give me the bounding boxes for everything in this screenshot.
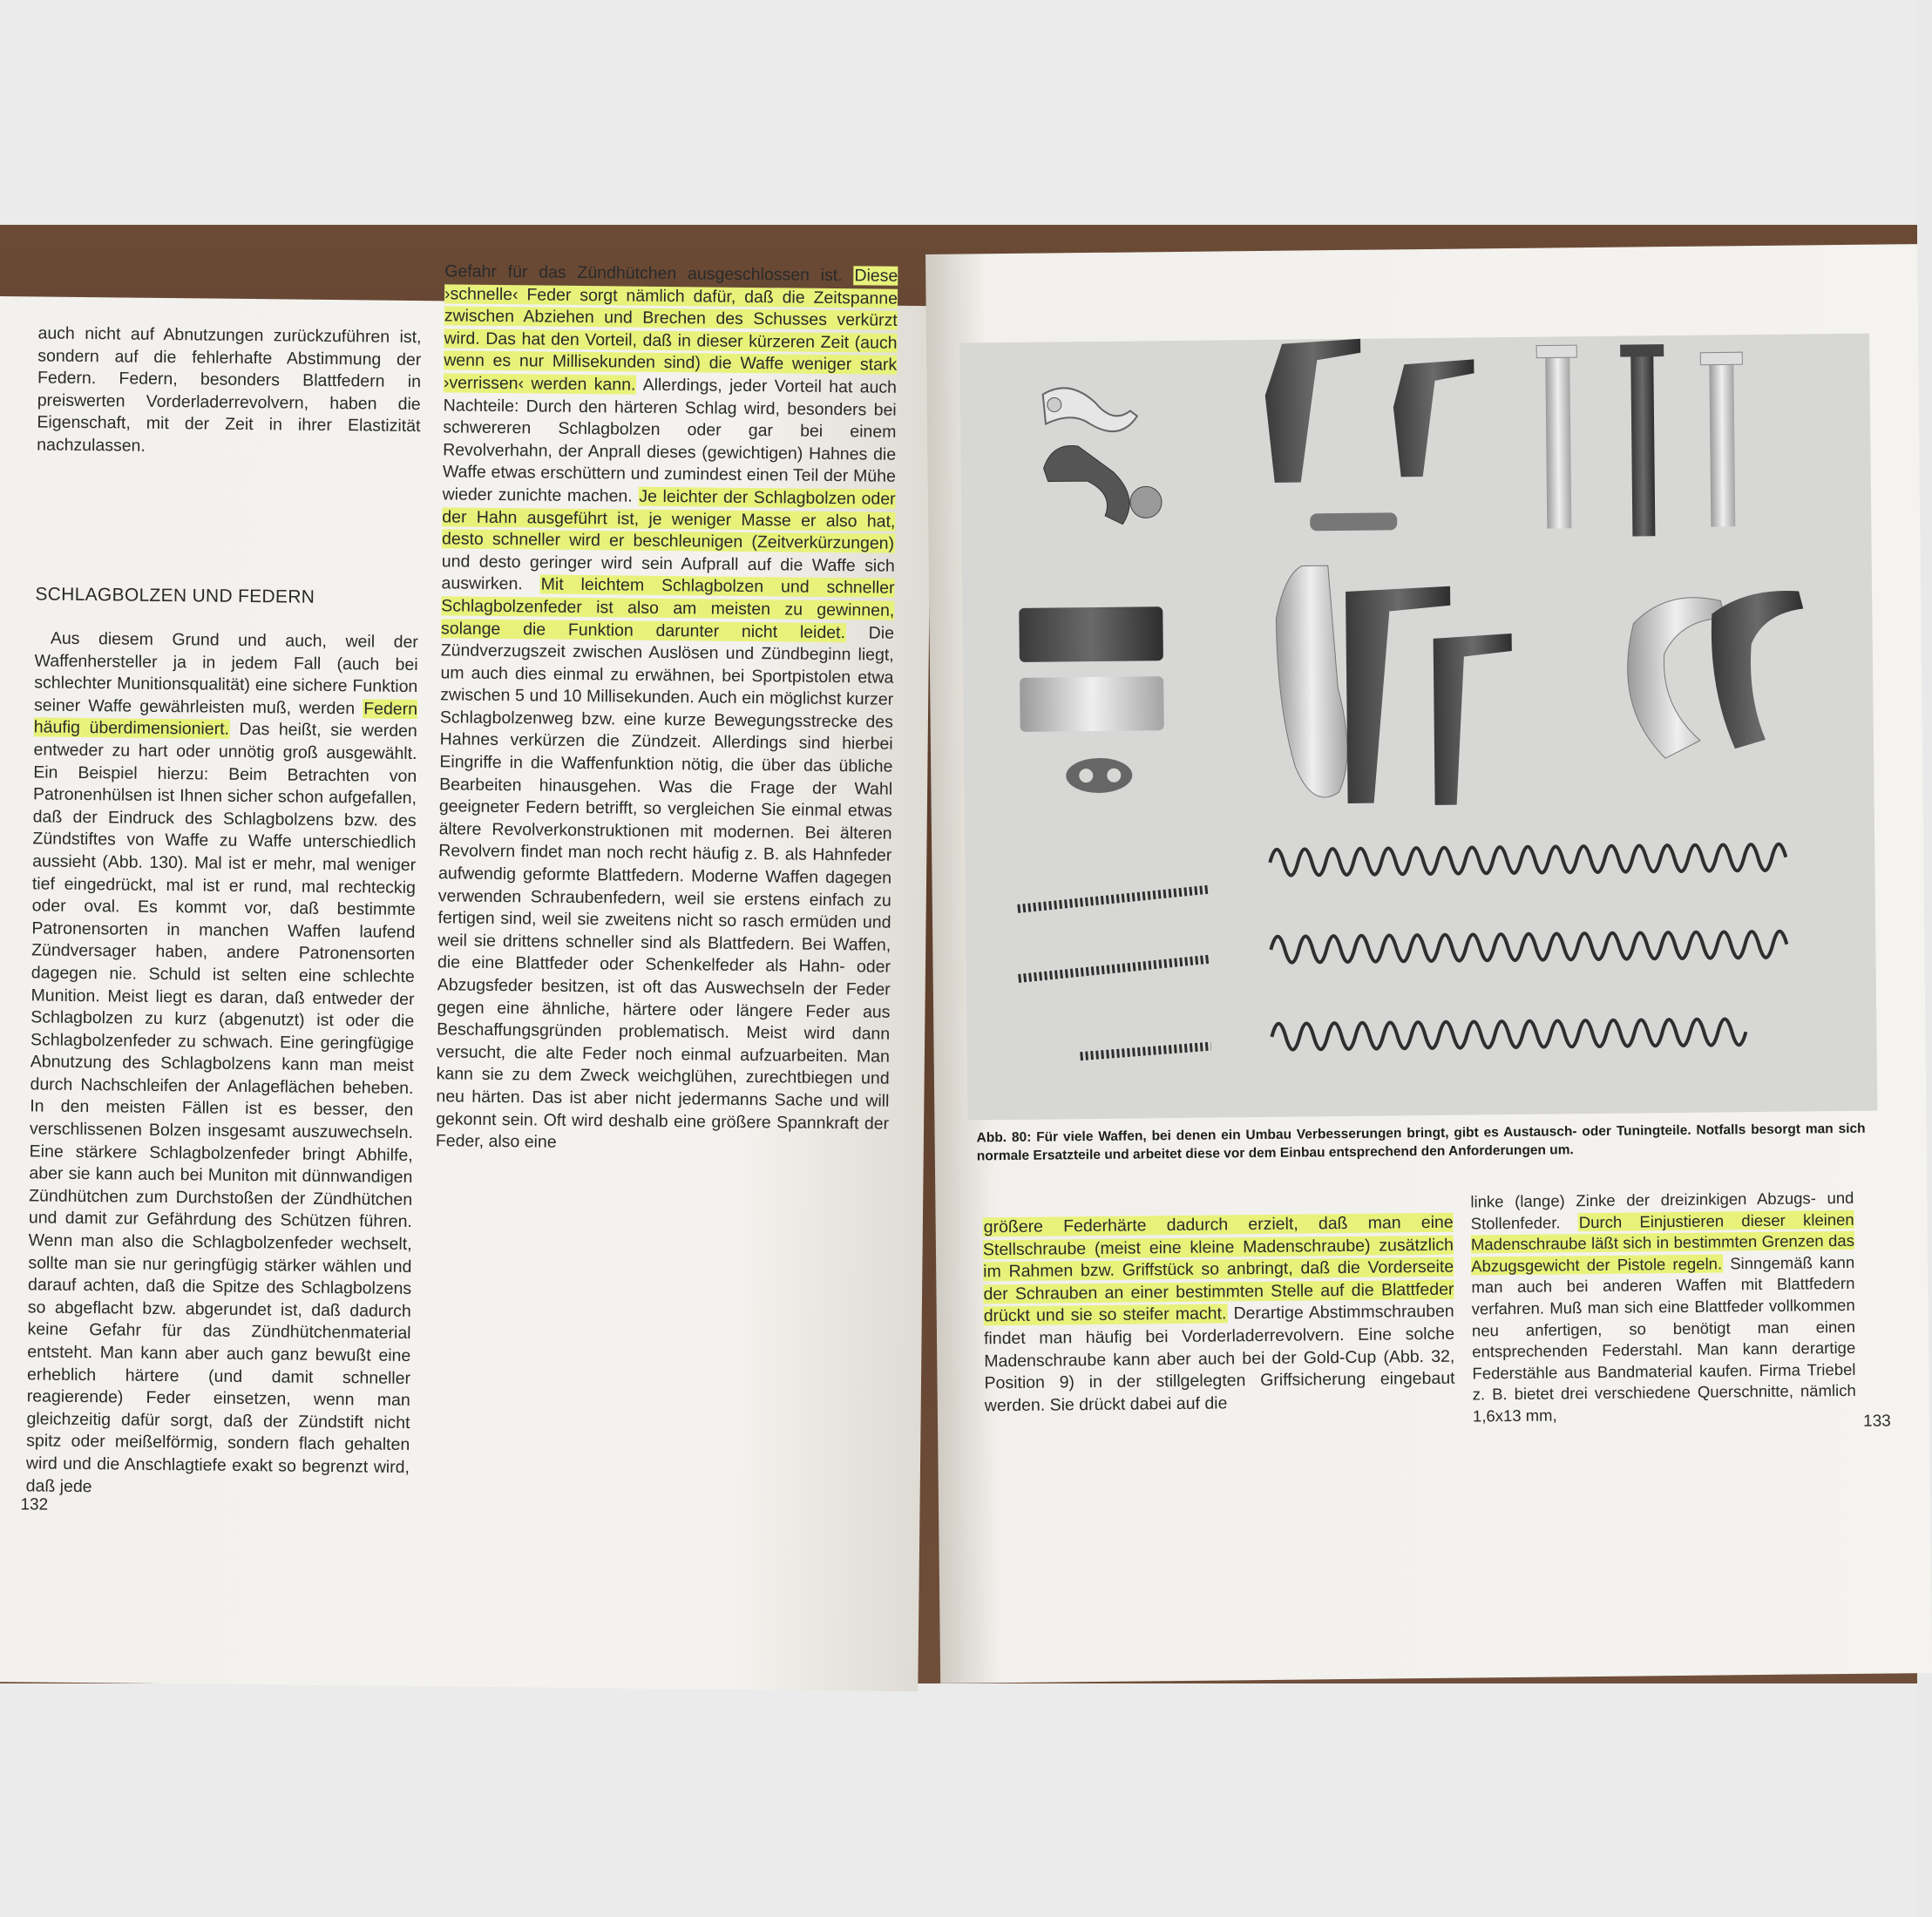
text-run: Das heißt, sie werden entweder zu hart oder unnötig groß ausgewählt. Ein Beispiel hierzu: Beim Betrachten von Patronenhülsen ist Ihnen sicher schon aufgefallen, daß der Eindruck des Schlagbolzens bzw. des Zündstiftes von Waffe zu Waffe unterschiedlich aussieht (Abb. 130). Mal ist er mehr, mal weniger tief eingedrückt, mal ist er rund, mal rechteckig oder oval. Es kommt vor, daß bestimmte Patronensorten in manchen Waffen laufend Zündversager haben, andere Patronensorten dagegen nie. Schuld ist selten eine schlechte Munition. Meist liegt es daran, daß entweder der Schlagbolzen zu kurz (abgenutzt) ist oder die Schlagbolzenfeder zu schwach. Eine geringfügige Abnutzung des Schlagbolzens kann man meist durch Nachschleifen der Anlageflächen beheben. In den meisten Fällen ist es besser, den verschlissenen Bolzen insgesamt auszuwechseln. Eine stärkere Schlagbolzenfeder bringt Abhilfe, aber sie kann auch bei Muniton mit dünnwandigen Zündhütchen zum Durchstoßen der Zündhütchen und damit zur Gefährdung des Schützen führen. Wenn man also die Schlagbolzenfeder wechselt, sollte man sie nur geringfügig stärker wählen und darauf achten, daß die Spitze des Schlagbolzens so abgeflacht bzw. abgerundet ist, daß dadurch keine Gefahr für das Zündhütchenmaterial entsteht. Man kann aber auch ganz bewußt eine erheblich härtere (und damit schneller reagierende) Feder einsetzen, wenn man gleichzeitig dafür sorgt, daß der Zündstift nicht spitz oder meißelförmig, sondern flach gehalten wird und die Anschlagtiefe exakt so begrenzt wird, daß jede <box>25 720 417 1496</box>
left-column-2 <box>436 261 898 1157</box>
grip-safety-parts <box>1275 508 1805 806</box>
text-run: Allerdings, jeder Vorteil hat auch Nachteile: Durch den härteren Schlag wird, besonders bei schwereren Schlagbolzen oder gar bei einem Revolverhahn, der Anprall dieses (gewichtigen) Hahnes die Waffe etwas erschüttern und zumindest einen Teil der Mühe wieder zunichte machen. <box>442 375 898 506</box>
left-column-1 <box>26 627 418 1501</box>
right-col1-paragraph <box>983 1212 1455 1418</box>
text-run: Die Zündverzugszeit zwischen Auslösen und Zündbeginn liegt, um auch dies einmal zu erwähnen, bei Sportpistolen etwa zwischen 5 und 10 Millisekunden. Auch ein möglichst kurzer Schlagbolzenweg bzw. eine kurze Bewegungsstrecke des Hahnes verkürzen die Zündzeit. Allerdings sind hierbei Eingriffe in die Waffenfunktion nötig, die über das übliche Bearbeiten hinausgehen. Was die Frage der Wahl geeigneter Federn betrifft, so vergleichen Sie einmal etwas ältere Revolverkonstruktionen mit modernen. Bei älteren Revolvern findet man noch recht häufig z. B. als Hahnfeder aufwendig geformte Blattfedern. Moderne Waffen dagegen verwenden Schraubenfedern, weil sie erstens einfach zu fertigen sind, weil sie zweitens nicht so rasch ermüden und weil sie drittens schneller sind als Blattfedern. Bei Waffen, die eine Blattfeder oder Schenkelfeder als Hahn- oder Abzugsfeder besitzen, ist oft das Auswechseln der Feder gegen eine ähnliche, härtere oder längere Feder aus Beschaffungsgründen problematisch. Meist wird dann versucht, die alte Feder noch einmal aufzuarbeiten. Man kann sie zu dem Zweck weichglühen, zurechtbiegen und neu härten. Das ist aber nicht jedermanns Sache und will gekonnt sein. Oft wird deshalb eine größere Spannkraft der Feder, also eine <box>435 622 895 1152</box>
bushings <box>1019 606 1164 794</box>
page-number-left: 132 <box>20 1495 49 1514</box>
left-col2-paragraph <box>436 261 898 1157</box>
text-run: Gefahr für das Zündhütchen ausgeschlossen ist. <box>444 261 854 286</box>
highlighted-text: Federn häufig überdimensioniert. <box>33 699 418 740</box>
springs <box>1017 844 1787 1057</box>
intro-paragraph: auch nicht auf Abnutzungen zurückzuführen ist, sondern auf die fehlerhafte Abstimmung der Federn. Federn, besonders Blattfedern in preiswerten Vorderladerrevolvern, haben die Eigenschaft, mit der Zeit in ihrer Elastizität nachzulassen. <box>37 323 422 456</box>
right-column-2 <box>1470 1188 1856 1427</box>
text-run: Aus diesem Grund und auch, weil der Waffenhersteller ja in jedem Fall (auch bei schlechter Munitionsqualität) eine sichere Funktion seiner Waffe gewährleisten muß, werden <box>33 628 418 719</box>
highlighted-text: Durch Einjustieren dieser kleinen Madenschraube läßt sich in bestimmten Grenzen das Abzugsgewicht der Pistole regeln. <box>1470 1209 1855 1276</box>
highlighted-text: Diese ›schnelle‹ Feder sorgt nämlich dafür, daß die Zeitspanne zwischen Abziehen und Brechen des Schusses verkürzt wird. Das hat den Vorteil, daß in dieser kürzeren Zeit (auch wenn es nur Millisekunden sind) die Waffe weniger stark ›verrissen‹ werden kann. <box>443 266 898 395</box>
text-run: linke (lange) Zinke der dreizinkigen Abzugs- und Stollenfeder. <box>1470 1188 1854 1233</box>
highlighted-text: Je leichter der Schlagbolzen oder der Hahn ausgeführt ist, je weniger Masse er also hat, desto schneller wird er beschleunigen (Zeitverkürzungen) <box>441 486 896 553</box>
left-col1-paragraph <box>26 627 418 1501</box>
left-intro <box>37 322 422 460</box>
figure-caption: Abb. 80: Für viele Waffen, bei denen ein Umbau Verbesserungen bringt, gibt es Austausch- oder Tuningteile. Notfalls besorgt man sich normale Ersatzteile und arbeitet diese vor dem Einbau entsprechend den Anforderungen um. <box>976 1121 1866 1164</box>
gun-parts-illustration <box>959 334 1877 1121</box>
section-heading: SCHLAGBOLZEN UND FEDERN <box>35 584 315 607</box>
frame-top <box>0 0 1917 225</box>
firing-pins <box>1536 343 1744 537</box>
text-run: Derartige Abstimmschrauben findet man häufig bei Vorderladerrevolvern. Eine solche Madenschraube kann aber auch bei der Gold-Cup (Abb. 32, Position 9) in der stillgelegten Griffsicherung eingebaut werden. Sie drückt dabei auf die <box>983 1302 1455 1416</box>
text-run: und desto geringer wird sein Aufprall auf die Waffe sich auswirken. <box>441 552 895 594</box>
text-run: Sinngemäß kann man auch bei anderen Waffen mit Blattfedern verfahren. Muß man sich eine Blattfeder vollkommen neu anfertigen, so benötigt man einen entsprechenden Federstahl. Man kann derartige Federstähle aus Bandmaterial kaufen. Firma Triebel z. B. bietet drei verschiedene Querschnitte, nämlich 1,6x13 mm, <box>1471 1252 1856 1426</box>
left-page <box>0 261 932 1691</box>
page-number-right: 133 <box>1862 1412 1891 1431</box>
right-page <box>925 244 1932 1683</box>
right-col2-paragraph <box>1470 1188 1856 1427</box>
figure-photo <box>959 334 1877 1121</box>
hammer-parts <box>1043 387 1163 525</box>
highlighted-text: Mit leichtem Schlagbolzen und schneller Schlagbolzenfeder ist also am meisten zu gewinnen, solange die Funktion darunter nicht leidet. <box>440 574 895 642</box>
right-column-1 <box>983 1212 1455 1418</box>
frame-bottom <box>0 1683 1917 1917</box>
highlighted-text: größere Federhärte dadurch erzielt, daß man eine Stellschraube (meist eine kleine Madenschraube) zusätzlich im Rahmen bzw. Griffstück so anbringt, daß die Vorderseite der Schrauben an einer bestimmten Stelle auf die Blattfeder drückt und sie so steifer macht. <box>982 1212 1454 1326</box>
trigger-bars <box>1264 337 1475 483</box>
